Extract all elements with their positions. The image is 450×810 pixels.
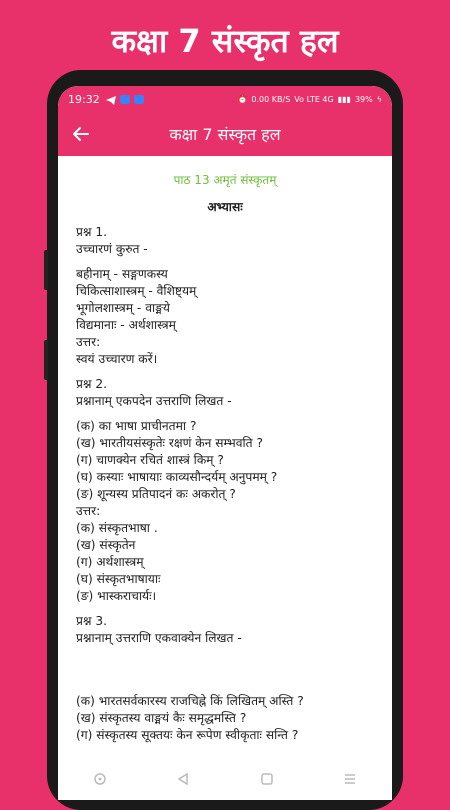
q3-question: (क) भारतसर्वकारस्य राजचिह्ने किं लिखितम् अस्ति ? xyxy=(76,694,304,708)
q2-answer: (ग) अर्थशास्त्रम् xyxy=(76,555,144,569)
q2-question: (ग) चाणक्येन रचितं शास्त्रं किम् ? xyxy=(76,453,224,467)
page-title: कक्षा 7 संस्कृत हल xyxy=(169,125,281,144)
lesson-title: पाठ 13 अमृतं संस्कृतम् xyxy=(173,173,277,187)
q1-answer: स्वयं उच्चारण करें। xyxy=(76,352,158,366)
status-right xyxy=(237,95,382,104)
q1-line: बहीनाम् - सङ्गणकस्य xyxy=(76,267,168,281)
phone-volume-button xyxy=(44,250,48,290)
q3-question: (ग) संस्कृतस्य सूक्तयः केन रूपेण स्वीकृताः सन्ति ? xyxy=(76,728,299,742)
status-bar xyxy=(58,86,392,112)
q3-question: (ख) संस्कृतस्य वाङ्मयं कैः समृद्धमस्ति ? xyxy=(76,711,247,725)
q3-heading: प्रश्न 3. xyxy=(76,614,108,628)
q2-answer: (घ) संस्कृतभाषायाः xyxy=(76,572,161,586)
q2-answer: (क) संस्कृतभाषा . xyxy=(76,521,158,535)
battery-level: 39% xyxy=(354,94,373,104)
charging-icon: ϟ xyxy=(376,94,382,104)
q2-question: (ख) भारतीयसंस्कृतेः रक्षणं केन सम्भवति ? xyxy=(76,436,263,450)
q3-instruction: प्रश्नानाम् उत्तराणि एकवाक्येन लिखत - xyxy=(76,631,242,645)
telegram-icon xyxy=(106,95,116,104)
q2-answer: (ङ) भास्कराचार्यः। xyxy=(76,589,157,603)
triangle-back-icon[interactable] xyxy=(174,770,192,788)
q2-answer: (ख) संस्कृतेन xyxy=(76,538,136,552)
q2-instruction: प्रश्नानाम् एकपदेन उत्तराणि लिखत - xyxy=(76,394,232,408)
data-speed: 0.00 KB/S xyxy=(251,94,291,104)
square-home-icon[interactable] xyxy=(258,770,276,788)
q1-instruction: उच्चारणं कुरुत - xyxy=(76,242,148,256)
q1-line: चिकित्साशास्त्रम् - वैशिष्ट्यम् xyxy=(76,284,197,298)
q1-answer-label: उत्तर: xyxy=(76,335,101,349)
signal-icon: ▮▮▮ xyxy=(337,94,351,104)
system-nav-bar xyxy=(58,758,392,800)
phone-screen xyxy=(58,86,392,800)
q2-question: (क) का भाषा प्राचीनतमा ? xyxy=(76,419,197,433)
network-type: Vo LTE 4G xyxy=(294,94,334,104)
menu-lines-icon[interactable] xyxy=(341,770,359,788)
q2-answer-label: उत्तर: xyxy=(76,504,101,518)
alarm-icon: ⏰ xyxy=(237,94,248,104)
q1-line: विद्यमानाः - अर्थशास्त्रम् xyxy=(76,318,176,332)
phone-power-button xyxy=(44,340,48,380)
promo-banner-title: कक्षा 7 संस्कृत हल xyxy=(111,21,339,60)
dot-circle-icon[interactable] xyxy=(91,770,109,788)
arrow-left-icon[interactable] xyxy=(70,123,92,145)
exercise-heading: अभ्यासः xyxy=(207,200,243,214)
app-notification-icon xyxy=(120,95,130,104)
app-bar xyxy=(58,112,392,156)
q2-heading: प्रश्न 2. xyxy=(76,377,108,391)
status-time: 19:32 xyxy=(68,92,100,106)
q1-line: भूगोलशास्त्रम् - वाङ्मये xyxy=(76,301,170,315)
lesson-content xyxy=(58,156,392,744)
app-notification-icon-2 xyxy=(134,95,144,104)
q2-question: (घ) कस्याः भाषायाः काव्यसौन्दर्यम् अनुपमम् ? xyxy=(76,470,278,484)
q1-heading: प्रश्न 1. xyxy=(76,225,108,239)
q2-question: (ङ) शून्यस्य प्रतिपादनं कः अकरोत् ? xyxy=(76,487,236,501)
